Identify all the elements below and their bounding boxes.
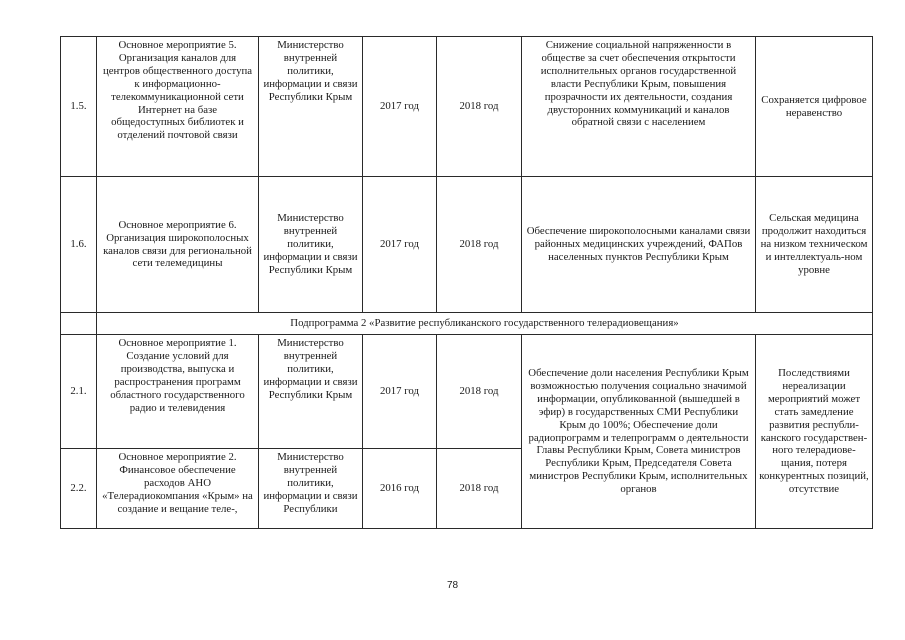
subprogram-row bbox=[61, 313, 873, 335]
consequence-cell: Сохраняется цифровое неравенство bbox=[756, 37, 873, 177]
row-number: 2.2. bbox=[61, 449, 97, 529]
event-cell: Основное мероприятие 2. Финансовое обеспечение расходов АНО «Телерадиокомпания «Крым» на создание и вещание теле-, bbox=[97, 449, 259, 529]
start-year-cell: 2016 год bbox=[363, 449, 437, 529]
result-cell: Обеспечение широкополосными каналами связи районных медицинских учреждений, ФАПов населенных пунктов Республики Крым bbox=[522, 177, 756, 313]
start-year-cell: 2017 год bbox=[363, 37, 437, 177]
shared-consequence-cell: Последствиями нереализации мероприятий может стать замедление развития республи-канского государствен-ного телерадиове-щания, потеря конкурентных позиций, отсутствие bbox=[756, 335, 873, 529]
start-year-cell: 2017 год bbox=[363, 335, 437, 449]
executor-cell: Министерство внутренней политики, информации и связи Республики bbox=[259, 449, 363, 529]
consequence-cell: Сельская медицина продолжит находиться на низком техническом и интеллектуаль-ном уровне bbox=[756, 177, 873, 313]
subprogram-title: Подпрограмма 2 «Развитие республиканского государственного телерадиовещания» bbox=[97, 313, 873, 335]
end-year-cell: 2018 год bbox=[437, 449, 522, 529]
end-year-cell: 2018 год bbox=[437, 335, 522, 449]
row-number: 2.1. bbox=[61, 335, 97, 449]
table-row bbox=[61, 37, 873, 177]
row-number: 1.6. bbox=[61, 177, 97, 313]
shared-result-cell: Обеспечение доли населения Республики Крым возможностью получения социально значимой информации, опубликованной (вышедшей в эфир) в государственных СМИ Республики Крым до 100%; Обеспечение доли радиопрограмм и телепрограмм о деятельности Главы Республики Крым, Совета министров Республики Крым, Председателя Совета министров Республики Крым, исполнительных органов bbox=[522, 335, 756, 529]
executor-cell: Министерство внутренней политики, информации и связи Республики Крым bbox=[259, 177, 363, 313]
event-cell: Основное мероприятие 1. Создание условий для производства, выпуска и распространения программ областного государственного радио и телевидения bbox=[97, 335, 259, 449]
event-cell: Основное мероприятие 6. Организация широкополосных каналов связи для региональной сети телемедицины bbox=[97, 177, 259, 313]
empty-cell bbox=[61, 313, 97, 335]
page-number: 78 bbox=[446, 580, 459, 591]
measures-table bbox=[60, 36, 873, 529]
end-year-cell: 2018 год bbox=[437, 177, 522, 313]
result-cell: Снижение социальной напряженности в обществе за счет обеспечения открытости исполнительных органов государственной власти Республики Крым, повышения прозрачности их деятельности, создания двусторонних коммуникаций и каналов обратной связи с населением bbox=[522, 37, 756, 177]
event-cell: Основное мероприятие 5. Организация каналов для центров общественного доступа к информационно-телекоммуникационной сети Интернет на базе общедоступных библиотек и отделений почтовой связи bbox=[97, 37, 259, 177]
end-year-cell: 2018 год bbox=[437, 37, 522, 177]
executor-cell: Министерство внутренней политики, информации и связи Республики Крым bbox=[259, 335, 363, 449]
row-number: 1.5. bbox=[61, 37, 97, 177]
executor-cell: Министерство внутренней политики, информации и связи Республики Крым bbox=[259, 37, 363, 177]
start-year-cell: 2017 год bbox=[363, 177, 437, 313]
table-row bbox=[61, 177, 873, 313]
table-row bbox=[61, 335, 873, 449]
